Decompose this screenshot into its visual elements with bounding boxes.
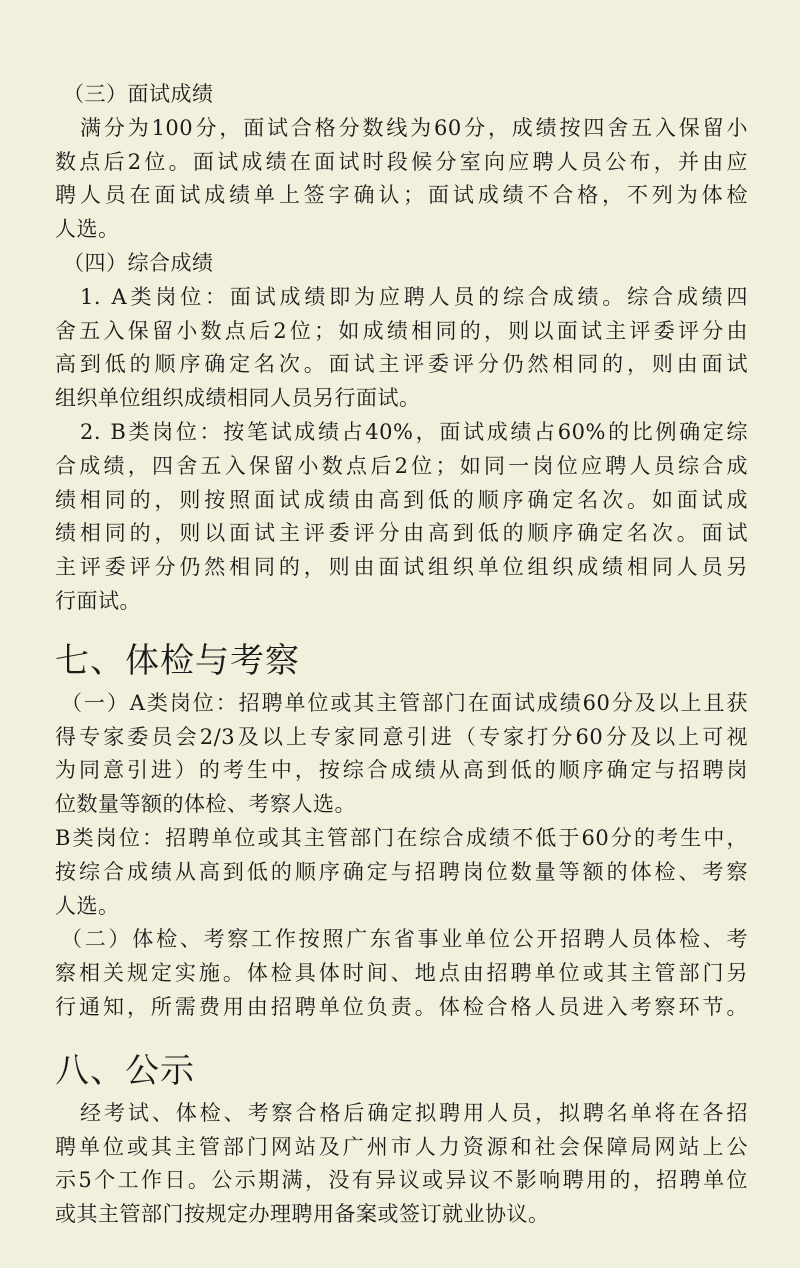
paragraph-line: 2. B类岗位：按笔试成绩占40%，面试成绩占60%的比例确定综 <box>80 419 748 444</box>
paragraph-line: 行面试。 <box>55 588 141 613</box>
paragraph-line: （二）体检、考察工作按照广东省事业单位公开招聘人员体检、考 <box>61 927 748 952</box>
paragraph-line: 主评委评分仍然相同的，则由面试组织单位组织成绩相同人员另 <box>55 555 748 580</box>
paragraph-line: 1. A类岗位：面试成绩即为应聘人员的综合成绩。综合成绩四 <box>80 284 748 309</box>
paragraph-line: 聘单位或其主管部门网站及广州市人力资源和社会保障局网站上公 <box>55 1134 748 1159</box>
paragraph-line: 为同意引进）的考生中，按综合成绩从高到低的顺序确定与招聘岗 <box>55 758 748 783</box>
section-interview-title: （三）面试成绩 <box>63 82 214 106</box>
paragraph-line: 察相关规定实施。体检具体时间、地点由招聘单位或其主管部门另 <box>55 961 748 986</box>
paragraph-line: 按综合成绩从高到低的顺序确定与招聘岗位数量等额的体检、考察 <box>55 859 748 884</box>
paragraph-line: B类岗位：招聘单位或其主管部门在综合成绩不低于60分的考生中， <box>55 825 748 850</box>
heading-exam: 七、体检与考察 <box>55 640 300 681</box>
paragraph-line: 数点后2位。面试成绩在面试时段候分室向应聘人员公布，并由应 <box>55 149 748 174</box>
paragraph-line: 聘人员在面试成绩单上签字确认；面试成绩不合格，不列为体检 <box>55 183 748 208</box>
paragraph-line: 组织单位组织成绩相同人员另行面试。 <box>55 386 421 411</box>
paragraph-line: 高到低的顺序确定名次。面试主评委评分仍然相同的，则由面试 <box>55 352 748 377</box>
paragraph-line: 合成绩，四舍五入保留小数点后2位；如同一岗位应聘人员综合成 <box>55 453 748 478</box>
paragraph-line: 行通知，所需费用由招聘单位负责。体检合格人员进入考察环节。 <box>55 994 748 1019</box>
paragraph-line: （一）A类岗位：招聘单位或其主管部门在面试成绩60分及以上且获 <box>61 690 748 715</box>
paragraph-line: 位数量等额的体检、考察人选。 <box>55 792 356 817</box>
paragraph-line: 示5个工作日。公示期满，没有异议或异议不影响聘用的，招聘单位 <box>55 1168 748 1193</box>
paragraph-line: 绩相同的，则按照面试成绩由高到低的顺序确定名次。如面试成 <box>55 487 748 512</box>
paragraph-line: 舍五入保留小数点后2位；如成绩相同的，则以面试主评委评分由 <box>55 318 748 343</box>
paragraph-line: 或其主管部门按规定办理聘用备案或签订就业协议。 <box>55 1202 550 1227</box>
paragraph-line: 经考试、体检、考察合格后确定拟聘用人员，拟聘名单将在各招 <box>80 1100 748 1125</box>
paragraph-line: 得专家委员会2/3及以上专家同意引进（专家打分60分及以上可视 <box>55 724 748 749</box>
paragraph-line: 人选。 <box>55 893 120 918</box>
paragraph-line: 绩相同的，则以面试主评委评分由高到低的顺序确定名次。面试 <box>55 521 748 546</box>
section-composite-title: （四）综合成绩 <box>63 250 214 275</box>
heading-publicity: 八、公示 <box>55 1050 195 1091</box>
paragraph-line: 人选。 <box>55 217 120 242</box>
paragraph-line: 满分为100分，面试合格分数线为60分，成绩按四舍五入保留小 <box>80 115 748 140</box>
